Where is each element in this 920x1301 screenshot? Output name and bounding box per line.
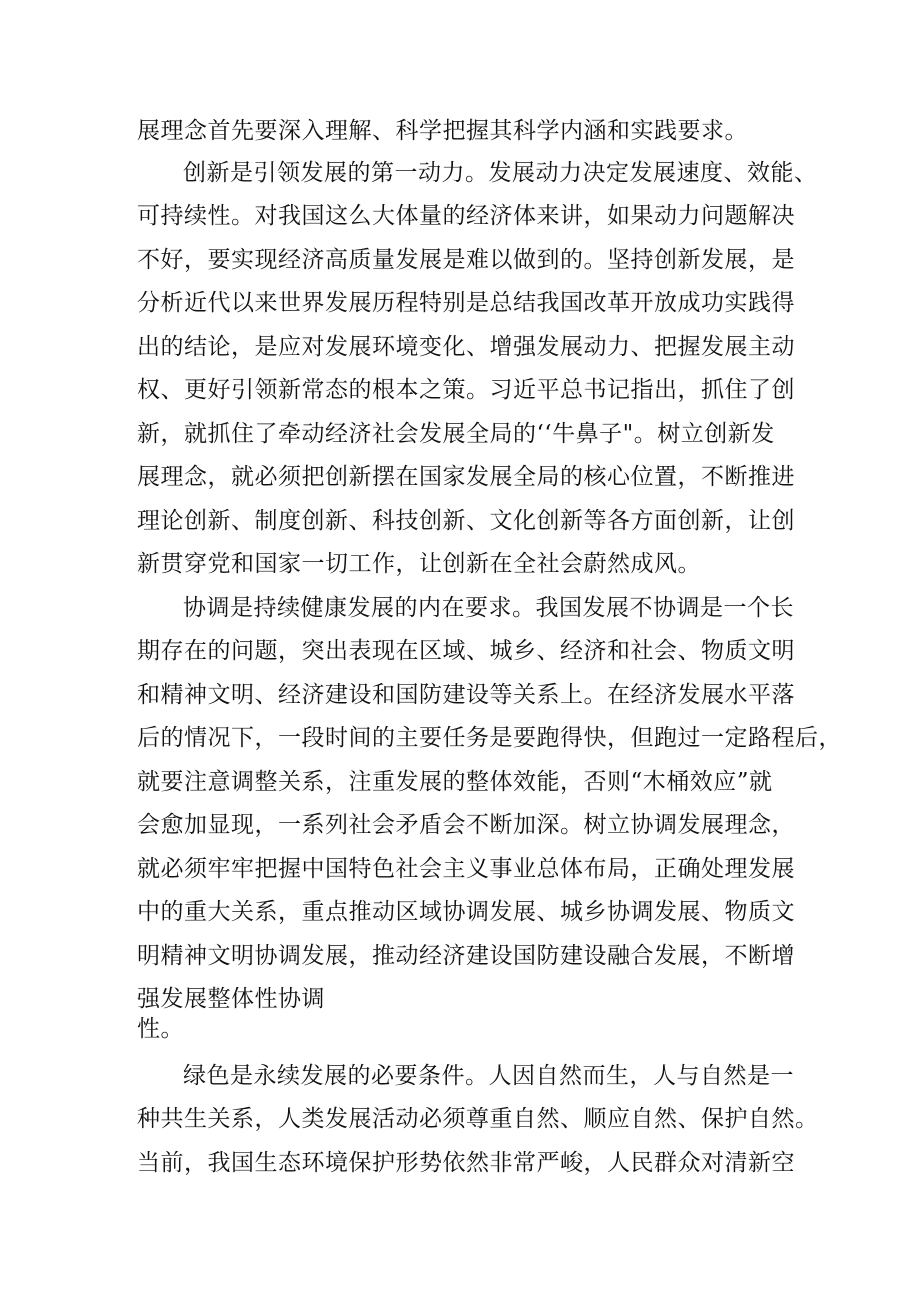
text-line: 出的结论，是应对发展环境变化、增强发展动力、把握发展主动 (137, 334, 795, 360)
text-line: 展理念首先要深入理解、科学把握其科学内涵和实践要求。 (137, 118, 748, 144)
text-line: 中的重大关系，重点推动区域协调发展、城乡协调发展、物质文 (137, 899, 795, 925)
text-line: 就必须牢牢把握中国特色社会主义事业总体布局，正确处理发展 (137, 856, 795, 882)
text-line: 性。 (137, 1016, 184, 1042)
text-line: 不好，要实现经济高质量发展是难以做到的。坚持创新发展，是 (137, 247, 795, 273)
text-line: 强发展整体性协调 (137, 986, 325, 1012)
text-line: 后的情况下，一段时间的主要任务是要跑得快，但跑过一定路程后， (137, 725, 842, 751)
paragraph-innovation-start: 创新是引领发展的第一动力。发展动力决定发展速度、效能、 (183, 160, 818, 186)
text-line: 当前，我国生态环境保护形势依然非常严峻，人民群众对清新空 (137, 1150, 795, 1176)
text-line: 新，就抓住了牵动经济社会发展全局的‘‘牛鼻子"。树立创新发 (137, 421, 775, 447)
paragraph-green-start: 绿色是永续发展的必要条件。人因自然而生，人与自然是一 (183, 1063, 794, 1089)
text-line: 展理念，就必须把创新摆在国家发展全局的核心位置，不断推进 (137, 464, 795, 490)
text-line: 明精神文明协调发展，推动经济建设国防建设融合发展，不断增 (137, 943, 795, 969)
text-line: 分析近代以来世界发展历程特别是总结我国改革开放成功实践得 (137, 290, 795, 316)
text-line: 和精神文明、经济建设和国防建设等关系上。在经济发展水平落 (137, 682, 795, 708)
text-line: 会愈加显现，一系列社会矛盾会不断加深。树立协调发展理念， (137, 812, 795, 838)
text-line: 期存在的问题，突出表现在区域、城乡、经济和社会、物质文明 (137, 638, 795, 664)
text-line: 可持续性。对我国这么大体量的经济体来讲，如果动力问题解决 (137, 203, 795, 229)
text-line: 权、更好引领新常态的根本之策。习近平总书记指出，抓住了创 (137, 377, 795, 403)
text-line: 新贯穿党和国家一切工作，让创新在全社会蔚然成风。 (137, 551, 701, 577)
text-line: 就要注意调整关系，注重发展的整体效能，否则“木桶效应”就 (137, 769, 773, 795)
text-line: 理论创新、制度创新、科技创新、文化创新等各方面创新，让创 (137, 508, 795, 534)
text-line: 种共生关系，人类发展活动必须尊重自然、顺应自然、保护自然。 (137, 1106, 819, 1132)
paragraph-coordination-start: 协调是持续健康发展的内在要求。我国发展不协调是一个长 (183, 595, 794, 621)
